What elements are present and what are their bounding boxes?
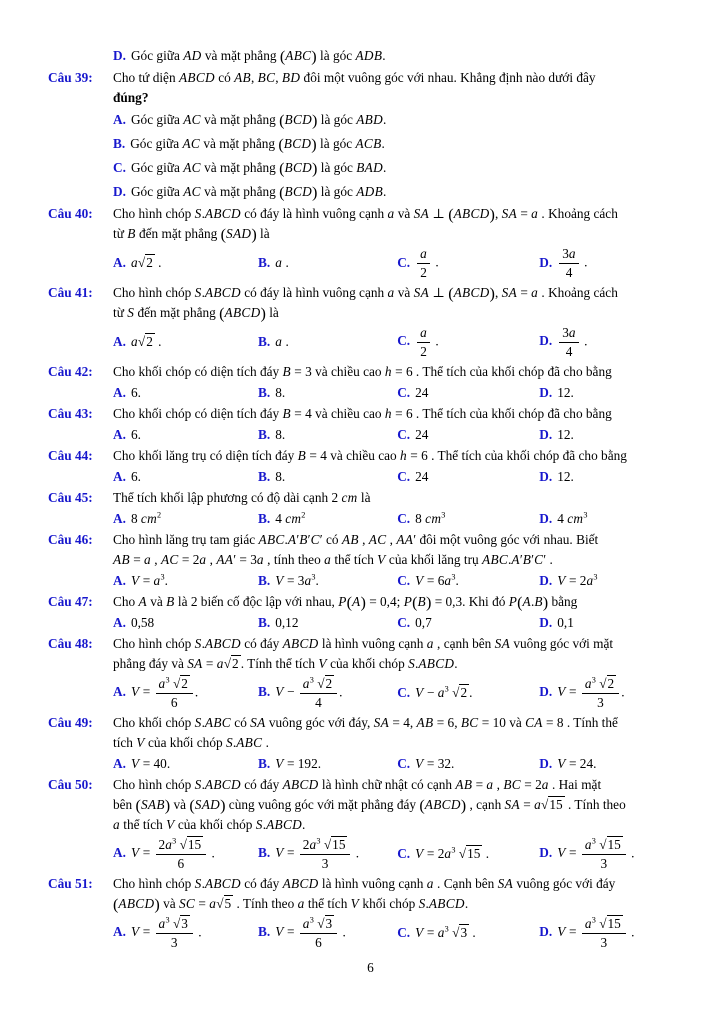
answer-option [397,612,539,634]
question-row [48,446,693,488]
answer-option [258,570,397,592]
option-letter: C. [397,572,411,588]
option-letter: D. [539,684,553,700]
question-block [48,592,693,634]
option-text: V = $\frac{a^3 √2}{3}$ . [557,675,625,710]
answer-option [539,753,693,775]
answer-option [113,156,693,180]
question-row [48,874,693,953]
option-letter: B. [258,755,271,771]
option-text: 4 $cm^2$ [275,510,306,526]
question-text-line: AB = a , AC = 2a , AA′ = 3a , tính theo a thể tích V của khối lăng trụ ABC.A′B′C′ . [113,551,553,567]
question-body [113,874,693,914]
option-text: 8. [275,384,286,400]
question-row [48,44,693,68]
option-letter: D. [539,924,553,940]
option-text: 12. [557,468,574,484]
answer-option [397,570,539,592]
question-block [48,446,693,488]
question-row [48,530,693,592]
answer-option [397,682,539,704]
question-number: Câu 51: [48,875,93,891]
question-text-line: Cho hình lăng trụ tam giác ABC.A′B′C′ có AB , AC , AA′ đôi một vuông góc với nhau. Biết [113,531,599,547]
option-letter: C. [397,755,411,771]
question-content [113,283,693,362]
question-text-line: Cho hình chóp S.ABCD có đáy là hình vuông cạnh a và SA ⊥ (ABCD), SA = a . Khoảng cách [113,205,618,224]
option-letter: C. [397,846,411,862]
question-content [113,68,693,204]
question-number: Câu 44: [48,447,93,463]
question-body [113,204,693,244]
question-block [48,713,693,775]
question-block [48,204,693,283]
question-content [113,874,693,953]
option-letter: B. [258,255,271,271]
option-text: 6. [130,384,141,400]
question-row [48,713,693,775]
option-letter: D. [539,254,553,270]
option-letter: B. [258,614,271,630]
answer-option [113,612,258,634]
question-content [113,775,693,874]
option-letter: A. [113,614,126,630]
answer-options [113,612,693,634]
question-row [48,204,693,283]
question-number: Câu 48: [48,635,93,651]
answer-options [113,424,693,446]
option-letter: D. [539,468,553,484]
question-text-line: (ABCD) và SC = a√5 . Tính theo a thể tích V khối chóp S.ABCD. [113,895,469,914]
option-letter: D. [113,48,126,63]
option-text: a . [275,334,289,350]
question-content [113,713,693,775]
answer-option [539,570,693,592]
answer-option [113,382,258,404]
option-letter: A. [113,924,126,940]
option-letter: C. [397,614,411,630]
question-number: Câu 47: [48,593,93,609]
answer-option [539,244,693,283]
option-text: V = 192. [275,755,322,771]
answer-option [113,180,693,204]
question-body [113,283,693,323]
answer-option [539,424,693,446]
question-body [113,446,693,466]
option-text: 8 $cm^3$ [415,510,446,526]
question-text-line: Cho hình chóp S.ABCD có đáy ABCD là hình vuông cạnh a . Cạnh bên SA vuông góc với đáy [113,875,616,891]
question-row [48,592,693,634]
question-text-line: Cho hình chóp S.ABCD có đáy là hình vuông cạnh a và SA ⊥ (ABCD), SA = a . Khoảng cách [113,284,618,303]
option-text: V = 24. [557,755,597,771]
answer-options [113,570,693,592]
option-text: 24 [415,468,429,484]
answer-option [258,835,397,874]
answer-option [397,922,539,944]
option-text: V = 40. [130,755,171,771]
option-text: 0,58 [130,614,155,630]
option-letter: C. [397,426,411,442]
option-text: V = $\frac{2a^3 √15}{6}$ . [130,836,215,871]
question-number: Câu 41: [48,284,93,300]
answer-options [113,753,693,775]
answer-option [113,914,258,953]
question-number: Câu 42: [48,363,93,379]
question-body [113,68,693,108]
answer-option [539,466,693,488]
question-block [48,634,693,713]
question-block [48,775,693,874]
option-letter: A. [113,845,126,861]
question-content [113,44,693,68]
option-letter: B. [258,924,271,940]
question-content [113,404,693,446]
answer-option [397,244,539,283]
option-text: 12. [557,384,574,400]
question-text-line: Cho khối lăng trụ có diện tích đáy B = 4 và chiều cao h = 6 . Thể tích của khối chóp đã cho bằng [113,447,627,463]
question-number: Câu 50: [48,776,93,792]
option-letter: B. [258,684,271,700]
question-row [48,404,693,446]
option-letter: D. [539,426,553,442]
question-body [113,362,693,382]
answer-option [258,753,397,775]
answer-option [113,44,693,68]
question-block [48,488,693,530]
answer-option [113,466,258,488]
answer-options [113,244,693,283]
question-content [113,204,693,283]
question-row [48,283,693,362]
option-text: $V = a^3$. [130,572,168,588]
option-letter: A. [113,468,126,484]
option-text: 8. [275,468,286,484]
option-letter: A. [113,112,126,127]
answer-option [258,331,397,353]
option-letter: C. [113,160,126,175]
answer-option [258,466,397,488]
question-body [113,592,693,612]
option-text: $V - a^3$ √2 . [415,684,473,701]
question-body [113,404,693,424]
answer-options [113,108,693,204]
answer-options [113,323,693,362]
option-text: V − $\frac{a^3 √2}{4}$ . [275,675,343,710]
answer-option [113,674,258,713]
answer-option [539,508,693,530]
answer-option [113,108,693,132]
option-text: 24 [415,426,429,442]
question-number: Câu 45: [48,489,93,505]
option-letter: B. [258,426,271,442]
answer-option [258,674,397,713]
option-text: a . [275,255,289,271]
question-body [113,775,693,835]
page-number: 6 [367,959,374,975]
question-row [48,488,693,530]
option-text: Góc giữa AC và mặt phẳng (BCD) là góc ADB. [130,183,387,202]
option-text: $\frac{a}{2}$ . [415,333,439,348]
option-letter: A. [113,384,126,400]
answer-option [113,835,258,874]
option-text: 24 [415,384,429,400]
option-text: Góc giữa AC và mặt phẳng (BCD) là góc ABD. [130,111,387,130]
option-letter: A. [113,572,126,588]
option-letter: B. [113,136,126,151]
option-letter: C. [397,254,411,270]
option-text: 8. [275,426,286,442]
answer-option [258,252,397,274]
question-text-line: từ B đến mặt phẳng (SAD) là [113,225,270,244]
question-row [48,634,693,713]
answer-option [258,508,397,530]
option-letter: B. [258,384,271,400]
question-text-line: Cho hình chóp S.ABCD có đáy ABCD là hình vuông cạnh a , cạnh bên SA vuông góc với mặt [113,635,614,651]
answer-option [539,382,693,404]
option-text: Góc giữa AC và mặt phẳng (BCD) là góc ACB. [130,135,385,154]
option-text: a√2 . [130,334,162,350]
question-content [113,362,693,404]
option-text: 0,7 [415,614,432,630]
option-letter: C. [397,925,411,941]
answer-option [539,323,693,362]
option-text: $V = a^3$ √3 . [415,924,476,941]
option-letter: D. [539,510,553,526]
option-text: 8 $cm^2$ [130,510,162,526]
question-content [113,592,693,634]
answer-option [258,612,397,634]
question-text-line: phẳng đáy và SA = a√2 . Tính thể tích V của khối chóp S.ABCD. [113,655,458,671]
option-letter: A. [113,510,126,526]
question-row [48,775,693,874]
option-text: $\frac{3a}{4}$ . [557,255,587,270]
option-text: V = $\frac{a^3 √3}{6}$ . [275,915,346,950]
answer-option [113,508,258,530]
question-text-line: Cho A và B là 2 biến cố độc lập với nhau, P(A) = 0,4; P(B) = 0,3. Khi đó P(A.B) bằng [113,593,578,612]
option-text: $V = 6a^3$. [415,572,459,588]
answer-option [113,331,258,353]
option-letter: D. [113,184,126,199]
answer-option [113,252,258,274]
question-number: Câu 49: [48,714,93,730]
option-text: Góc giữa AD và mặt phẳng (ABC) là góc ADB. [130,47,386,66]
question-number: Câu 46: [48,531,93,547]
question-body [113,634,693,674]
option-text: V = $\frac{a^3 √15}{3}$ . [557,836,635,871]
question-row [48,362,693,404]
answer-option [397,382,539,404]
option-text: 4 $cm^3$ [557,510,588,526]
answer-option [539,674,693,713]
answer-option [113,424,258,446]
question-text-line: tích V của khối chóp S.ABC . [113,734,269,750]
answer-options [113,466,693,488]
option-text: 6. [130,426,141,442]
answer-option [258,424,397,446]
answer-option [113,132,693,156]
answer-option [397,843,539,865]
question-block [48,44,693,68]
option-text: $V = 3a^3$. [275,572,319,588]
option-text: V = $\frac{a^3 √15}{3}$ . [557,915,635,950]
answer-option [397,508,539,530]
answer-options [113,835,693,874]
option-text: 6. [130,468,141,484]
option-letter: C. [397,384,411,400]
question-list [48,44,693,953]
question-text-line: Thể tích khối lập phương có độ dài cạnh 2 cm là [113,489,371,505]
option-letter: D. [539,845,553,861]
answer-options [113,44,693,68]
option-letter: B. [258,334,271,350]
answer-option [113,753,258,775]
option-letter: B. [258,572,271,588]
question-text-line: Cho hình chóp S.ABCD có đáy ABCD là hình chữ nhật có cạnh AB = a , BC = 2a . Hai mặt [113,776,602,792]
question-text-line: bên (SAB) và (SAD) cùng vuông góc với mặt phẳng đáy (ABCD) , cạnh SA = a√15 . Tính theo [113,796,626,815]
question-number: Câu 40: [48,206,93,221]
answer-option [539,835,693,874]
question-content [113,634,693,713]
option-letter: C. [397,685,411,701]
question-block [48,404,693,446]
option-text: a√2 . [130,255,162,271]
option-letter: B. [258,510,271,526]
answer-option [397,466,539,488]
answer-option [397,323,539,362]
answer-options [113,674,693,713]
question-text-line: Cho khối chóp có diện tích đáy B = 4 và chiều cao h = 6 . Thể tích của khối chóp đã cho bằng [113,405,612,421]
question-text-line: Cho khối chóp S.ABC có SA vuông góc với đáy, SA = 4, AB = 6, BC = 10 và CA = 8 . Tính thể [113,714,618,730]
answer-options [113,508,693,530]
question-block [48,362,693,404]
option-letter: C. [397,333,411,349]
question-number: Câu 39: [48,70,93,85]
answer-option [539,914,693,953]
question-text-line: Cho tứ diện ABCD có AB, BC, BD đôi một vuông góc với nhau. Khẳng định nào dưới đây [113,70,596,85]
option-text: 12. [557,426,574,442]
option-letter: D. [539,614,553,630]
option-text: $V = 2a^3$ √15 . [415,845,490,862]
question-text-line: a thể tích V của khối chóp S.ABCD. [113,816,306,832]
question-block [48,530,693,592]
option-letter: A. [113,684,126,700]
option-letter: B. [258,468,271,484]
question-block [48,68,693,204]
answer-option [258,382,397,404]
question-text-line: từ S đến mặt phẳng (ABCD) là [113,304,279,323]
option-text: 0,12 [275,614,299,630]
option-letter: C. [397,468,411,484]
answer-option [258,914,397,953]
option-letter: D. [539,755,553,771]
option-text: $V = 2a^3$ [557,572,598,588]
option-text: 0,1 [557,614,574,630]
option-letter: B. [258,845,271,861]
answer-option [539,612,693,634]
question-row [48,68,693,204]
answer-options [113,914,693,953]
question-text-line: đúng? [113,90,149,105]
option-letter: D. [539,384,553,400]
option-text: Góc giữa AC và mặt phẳng (BCD) là góc BAD. [130,159,387,178]
question-body [113,713,693,753]
question-content [113,446,693,488]
answer-option [397,424,539,446]
option-text: V = $\frac{a^3 √2}{6}$ . [130,675,199,710]
question-block [48,283,693,362]
option-text: $\frac{3a}{4}$ . [557,333,587,348]
answer-options [113,382,693,404]
option-text: V = $\frac{a^3 √3}{3}$ . [130,915,202,950]
question-number: Câu 43: [48,405,93,421]
option-text: V = 32. [415,755,455,771]
option-letter: D. [539,572,553,588]
option-letter: A. [113,334,126,350]
question-body [113,488,693,508]
question-text-line: Cho khối chóp có diện tích đáy B = 3 và chiều cao h = 6 . Thể tích của khối chóp đã cho bằng [113,363,612,379]
question-content [113,488,693,530]
option-text: $\frac{a}{2}$ . [415,255,439,270]
option-text: V = $\frac{2a^3 √15}{3}$ . [275,836,360,871]
question-block [48,874,693,953]
option-letter: A. [113,426,126,442]
option-letter: A. [113,755,126,771]
question-content [113,530,693,592]
option-letter: C. [397,510,411,526]
answer-option [113,570,258,592]
option-letter: A. [113,255,126,271]
question-body [113,530,693,570]
answer-option [397,753,539,775]
option-letter: D. [539,333,553,349]
